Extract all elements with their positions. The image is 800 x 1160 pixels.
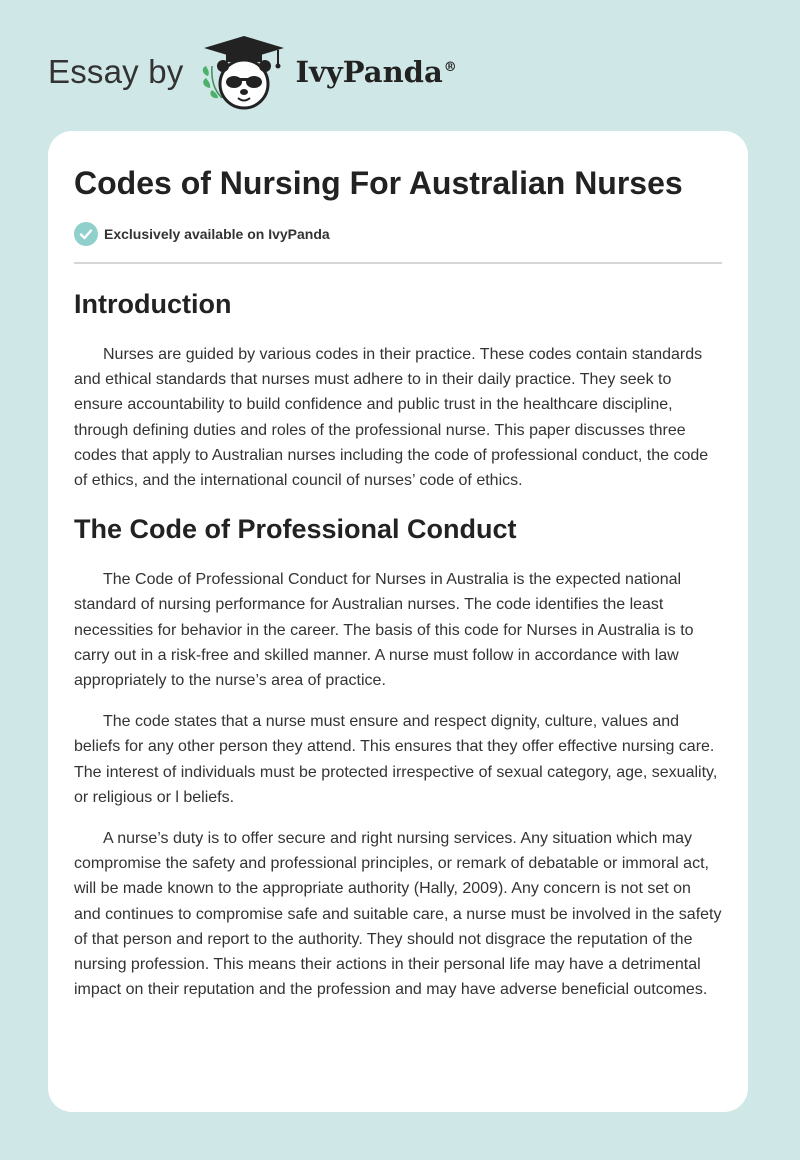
paragraph: A nurse’s duty is to offer secure and right nursing services. Any situation which may compromise the safety and professional principles, or remark of debatable or immoral act, will be made known to the appropriate authority (Hally, 2009). Any concern is not set on and continues to compromise safe and suitable care, a nurse must be involved in the safety of that person and report to the authority. They should not disgrace the reputation of the nursing profession. This means their actions in their personal life may have a detrimental impact on their reputation and the profession and may have adverse beneficial outcomes. — [74, 830, 722, 999]
brand-name[interactable]: IvyPanda® — [295, 55, 457, 89]
paragraph: Nurses are guided by various codes in their practice. These codes contain standards and ethical standards that nurses must adhere to in their daily practice. They seek to ensure accountability to build confidence and public trust in the healthcare discipline, through defining duties and roles of the professional nurse. This paper discusses three codes that apply to Australian nurses including the code of professional conduct, the code of ethics, and the international council of nurses’ code of ethics. — [74, 346, 709, 490]
essay-card — [48, 131, 748, 1112]
paragraph: The code states that a nurse must ensure and respect dignity, culture, values and beliefs for any other person they attend. This ensures that they offer effective nursing care. The interest of individuals must be protected irrespective of sexual category, age, sexuality, or religious or l beliefs. — [74, 713, 718, 806]
site-header — [48, 32, 457, 112]
essay-by-label: Essay by — [48, 53, 184, 90]
section-heading: The Code of Professional Conduct — [74, 514, 517, 545]
paragraph: The Code of Professional Conduct for Nurses in Australia is the expected national standard of nursing performance for Australian nurses. The code identifies the least necessities for behavior in the career. The basis of this code for Nurses in Australia is to carry out in a risk-free and skilled manner. A nurse must follow in accordance with law appropriately to the nurse’s area of practice. — [74, 571, 694, 690]
section-heading: Introduction — [74, 289, 232, 319]
section-professional-conduct — [74, 509, 722, 1002]
exclusive-badge — [74, 221, 722, 247]
section-introduction — [74, 284, 722, 493]
ivypanda-logo-icon[interactable] — [198, 32, 290, 112]
divider — [74, 262, 722, 264]
badge-label: Exclusively available on IvyPanda — [104, 226, 330, 242]
check-circle-icon — [74, 222, 98, 246]
page-title: Codes of Nursing For Australian Nurses — [74, 165, 683, 201]
